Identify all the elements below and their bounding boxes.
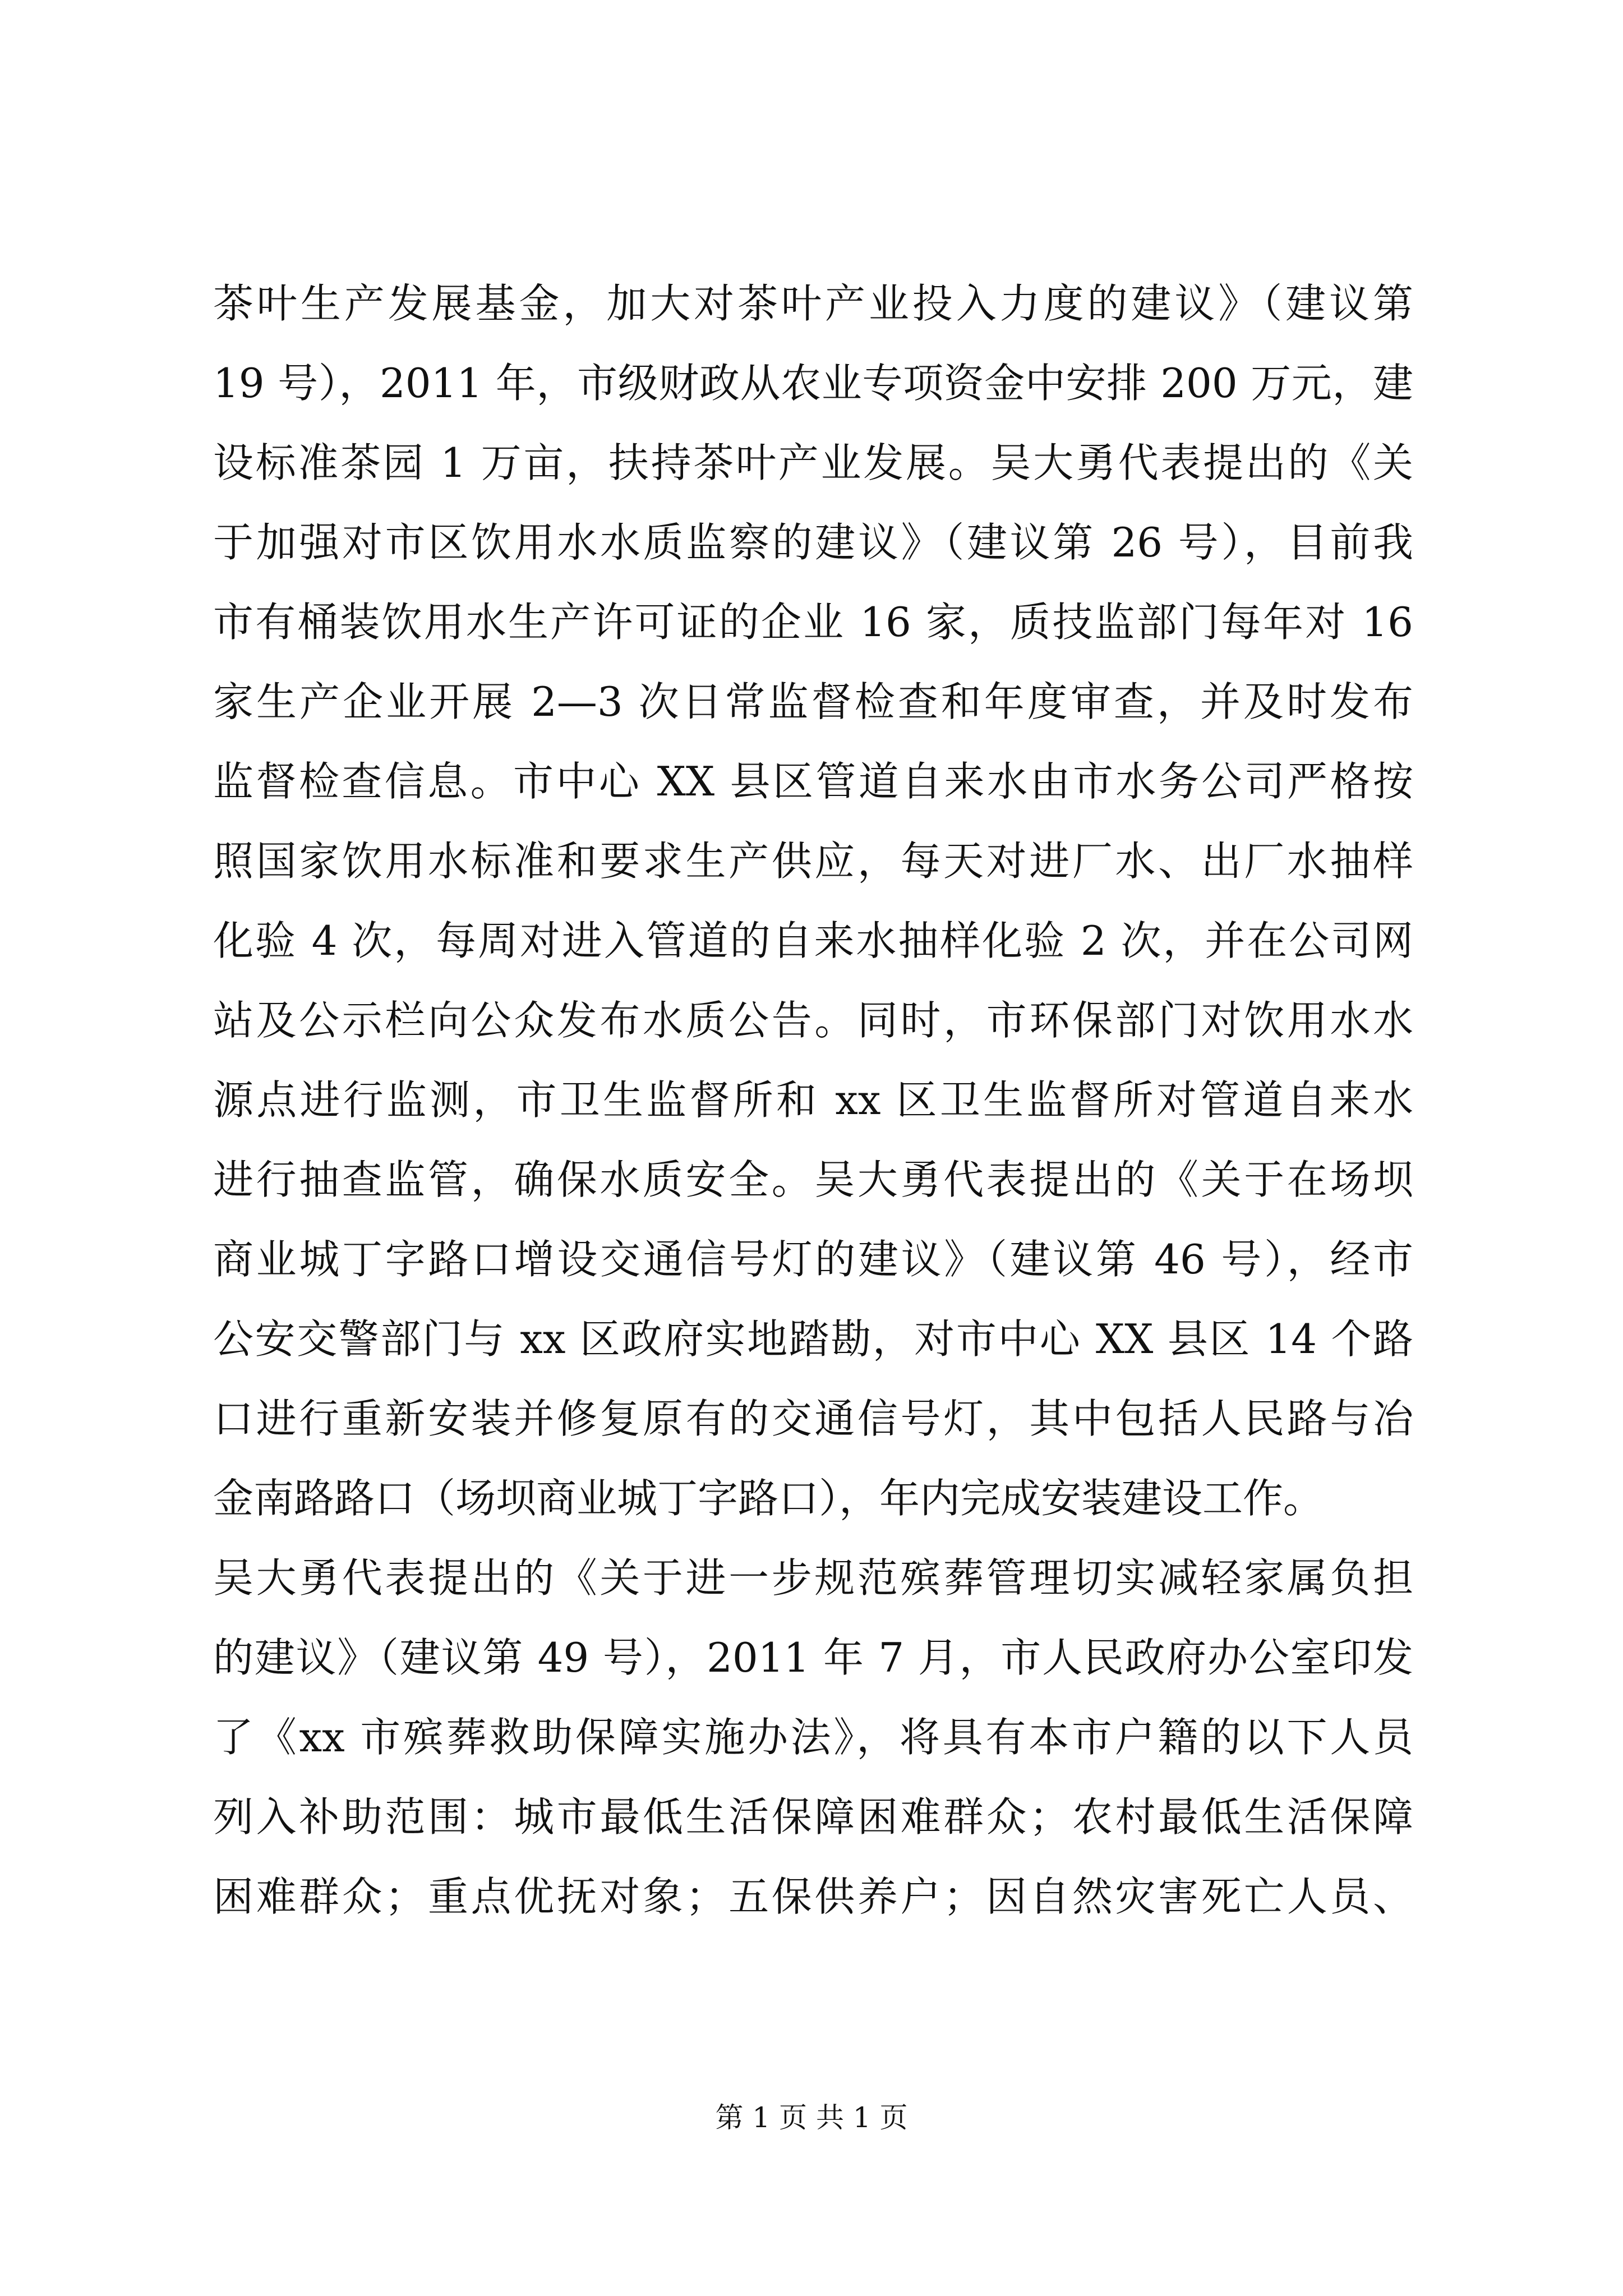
- text-line: 19 号），2011 年，市级财政从农业专项资金中安排 200 万元，建: [213, 360, 1413, 407]
- text-line: 茶叶生产发展基金，加大对茶叶产业投入力度的建议》（建议第: [213, 280, 1413, 327]
- text-line: 商业城丁字路口增设交通信号灯的建议》（建议第 46 号），经市: [213, 1236, 1413, 1283]
- text-line: 设标准茶园 1 万亩，扶持茶叶产业发展。吴大勇代表提出的《关: [213, 439, 1413, 486]
- text-line: 站及公示栏向公众发布水质公告。同时，市环保部门对饮用水水: [213, 997, 1413, 1044]
- text-line: 照国家饮用水标准和要求生产供应，每天对进厂水、出厂水抽样: [213, 838, 1413, 885]
- text-line: 进行抽查监管，确保水质安全。吴大勇代表提出的《关于在场坝: [213, 1156, 1413, 1203]
- text-line: 金南路路口（场坝商业城丁字路口），年内完成安装建设工作。: [213, 1475, 1324, 1522]
- page-footer: 第 1 页 共 1 页: [715, 2101, 908, 2134]
- text-line: 化验 4 次，每周对进入管道的自来水抽样化验 2 次，并在公司网: [213, 917, 1413, 964]
- text-line: 于加强对市区饮用水水质监察的建议》（建议第 26 号），目前我: [213, 519, 1413, 566]
- text-line: 监督检查信息。市中心 XX 县区管道自来水由市水务公司严格按: [213, 758, 1413, 805]
- text-line: 公安交警部门与 xx 区政府实地踏勘，对市中心 XX 县区 14 个路: [213, 1315, 1413, 1363]
- text-line: 源点进行监测，市卫生监督所和 xx 区卫生监督所对管道自来水: [213, 1076, 1413, 1124]
- text-line: 吴大勇代表提出的《关于进一步规范殡葬管理切实减轻家属负担: [213, 1554, 1413, 1602]
- text-line: 了《xx 市殡葬救助保障实施办法》，将具有本市户籍的以下人员: [213, 1714, 1413, 1761]
- text-line: 列入补助范围：城市最低生活保障困难群众；农村最低生活保障: [213, 1793, 1413, 1841]
- text-line: 家生产企业开展 2—3 次日常监督检查和年度审查，并及时发布: [213, 678, 1413, 725]
- text-line: 的建议》（建议第 49 号），2011 年 7 月，市人民政府办公室印发: [213, 1634, 1413, 1681]
- text-line: 口进行重新安装并修复原有的交通信号灯，其中包括人民路与冶: [213, 1395, 1413, 1442]
- text-line: 市有桶装饮用水生产许可证的企业 16 家，质技监部门每年对 16: [213, 599, 1413, 646]
- text-line: 困难群众；重点优抚对象；五保供养户；因自然灾害死亡人员、: [213, 1873, 1413, 1920]
- document-body: [213, 264, 1413, 1936]
